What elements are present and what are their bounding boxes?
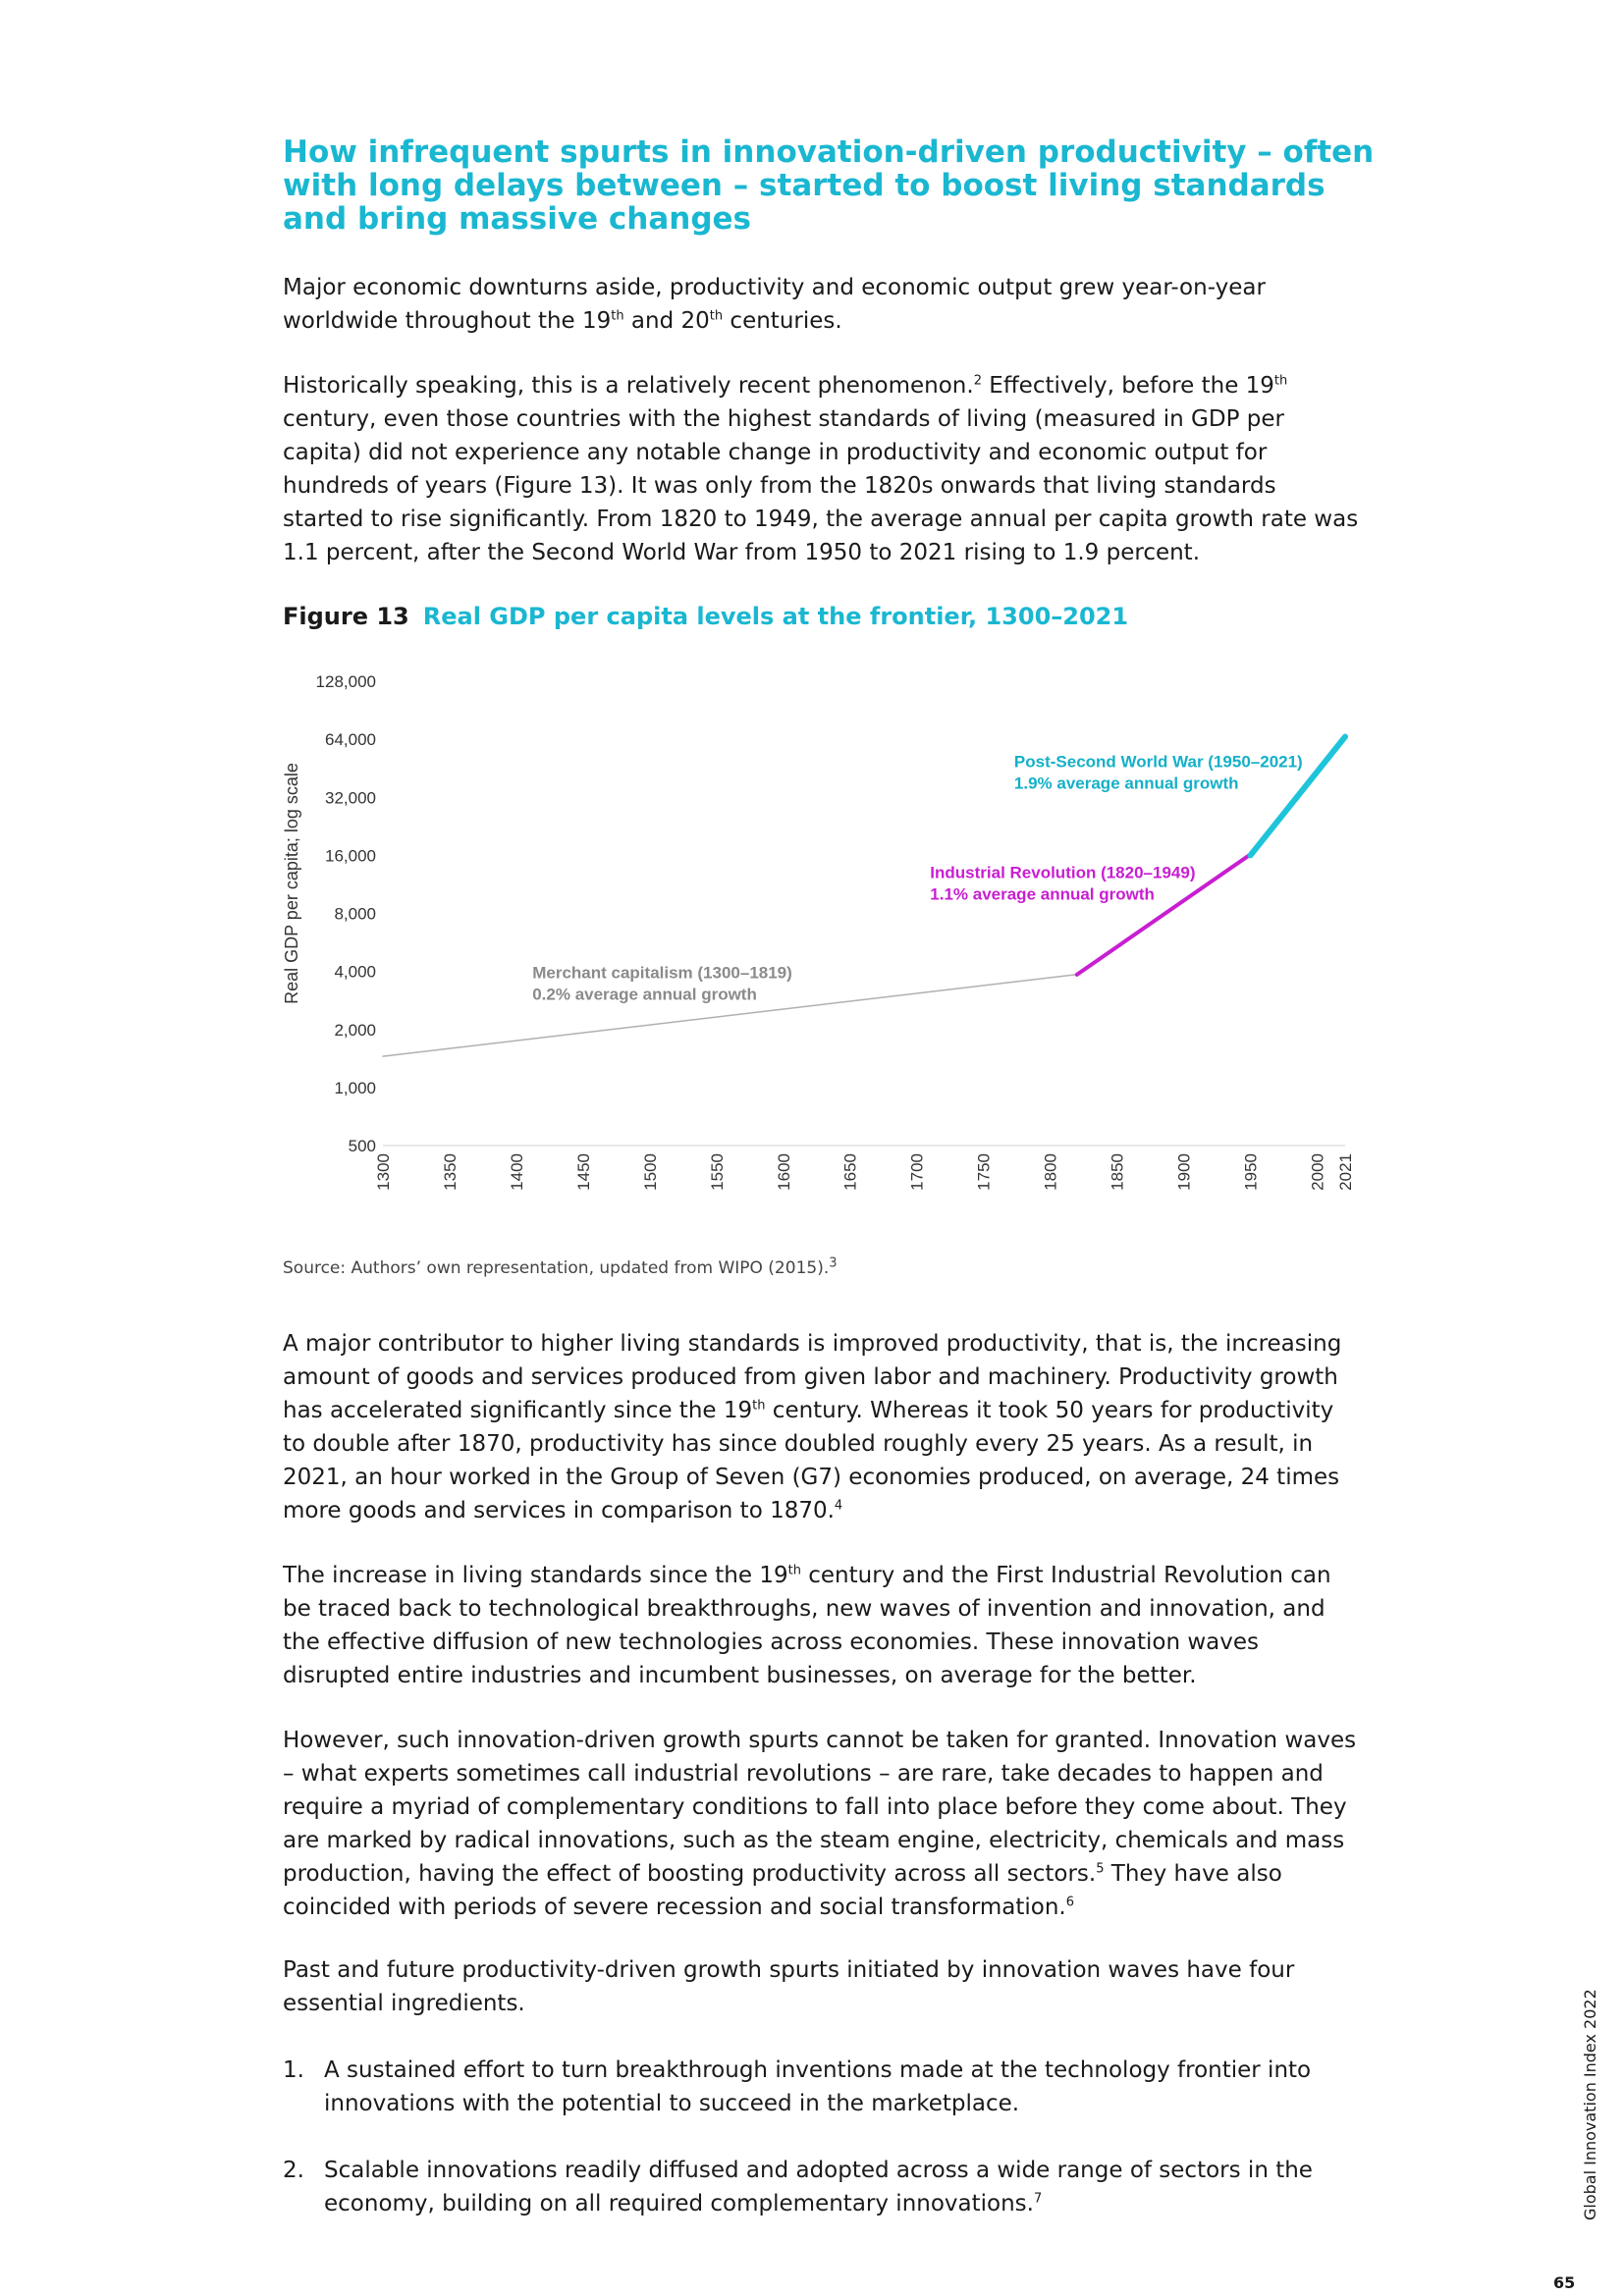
x-tick-label: 1300 xyxy=(374,1153,393,1191)
y-axis-ticks xyxy=(316,672,376,1155)
series-annotation-name: Post-Second World War (1950–2021) xyxy=(1013,752,1303,772)
series-annotation-growth: 0.2% average annual growth xyxy=(532,985,757,1004)
y-tick-label: 16,000 xyxy=(325,846,376,866)
x-tick-label: 1800 xyxy=(1041,1153,1060,1191)
x-tick-label: 1950 xyxy=(1241,1153,1261,1191)
figure-title: Real GDP per capita levels at the frontier, 1300–2021 xyxy=(422,603,1129,630)
footnote-ref: 2 xyxy=(973,373,982,389)
x-tick-label: 1700 xyxy=(907,1153,927,1191)
page-number: 65 xyxy=(1553,2273,1576,2292)
x-tick-label: 1450 xyxy=(573,1153,593,1191)
x-tick-label: 1750 xyxy=(974,1153,994,1191)
annotations xyxy=(532,752,1303,1003)
list-item: 2. Scalable innovations readily diffused and adopted across a wide range of sectors in the economy, building on all required complementary innovations.$^7$ xyxy=(283,2158,1313,2216)
list-item: 1. A sustained effort to turn breakthrough inventions made at the technology frontier into innovations with the potential to succeed in the marketplace. xyxy=(283,2057,1312,2116)
body-paragraph-4: Past and future productivity-driven growth spurts initiated by innovation waves have four essential ingredients. xyxy=(283,1957,1295,2016)
figure-caption xyxy=(283,603,1128,630)
report-name: Global Innovation Index 2022 xyxy=(1581,1989,1599,2220)
body-paragraph-3: However, such innovation-driven growth spurts cannot be taken for granted. Innovation waves – what experts sometimes call industrial revolutions – are rare, take decades to happen and require a myriad of complementary conditions to fall into place before they come about. They are marked by radical innovations, such as the steam engine, electricity, chemicals and mass production, having the effect of boosting productivity across all sectors.$^5$ They have also coincided with periods of severe recession and social transformation.$^6$ xyxy=(283,1728,1357,1920)
x-tick-label: 1350 xyxy=(440,1153,460,1191)
x-tick-label: 1500 xyxy=(640,1153,660,1191)
page-title: How infrequent spurts in innovation-driven productivity – often with long delays between – started to boost living standards and bring massive changes xyxy=(283,134,1375,237)
series-annotation-growth: 1.1% average annual growth xyxy=(930,884,1155,904)
y-tick-label: 64,000 xyxy=(325,730,376,750)
series-annotation-name: Merchant capitalism (1300–1819) xyxy=(532,963,792,983)
x-tick-label: 2021 xyxy=(1336,1153,1355,1191)
y-tick-label: 4,000 xyxy=(334,962,376,982)
x-tick-label: 1650 xyxy=(840,1153,860,1191)
y-tick-label: 500 xyxy=(348,1137,376,1155)
figure-source: Source: Authors’ own representation, updated from WIPO (2015).$^3$ xyxy=(283,1255,838,1278)
y-tick-label: 8,000 xyxy=(334,904,376,924)
series-annotation-name: Industrial Revolution (1820–1949) xyxy=(930,863,1196,882)
y-tick-label: 32,000 xyxy=(325,788,376,808)
x-tick-label: 2000 xyxy=(1308,1153,1327,1191)
x-tick-label: 1850 xyxy=(1108,1153,1127,1191)
y-tick-label: 2,000 xyxy=(334,1020,376,1040)
intro-paragraph-2: Historically speaking, this is a relatively recent phenomenon.$^2$ Effectively, before the 19th century, even those countries with the highest standards of living (measured in GDP per capita) did not experience any notable change in productivity and economic output for hundreds of years (Figure 13). It was only from the 1820s onwards that living standards started to rise significantly. From 1820 to 1949, the average annual per capita growth rate was 1.1 percent, after the Second World War from 1950 to 2021 rising to 1.9 percent. xyxy=(283,373,1359,565)
y-axis-label: Real GDP per capita; log scale xyxy=(282,763,301,1004)
figure-number: Figure 13 xyxy=(283,603,409,630)
x-tick-label: 1550 xyxy=(707,1153,727,1191)
intro-paragraph-1: Major economic downturns aside, productivity and economic output grew year-on-year worldwide throughout the 19th and 20th centuries. xyxy=(283,275,1266,334)
x-tick-label: 1400 xyxy=(507,1153,526,1191)
y-tick-label: 128,000 xyxy=(315,672,376,691)
body-paragraph-2: The increase in living standards since the 19th century and the First Industrial Revolution can be traced back to technological breakthroughs, new waves of invention and innovation, and the effective diffusion of new technologies across economies. These innovation waves disrupted entire industries and incumbent businesses, on average for the better. xyxy=(283,1563,1331,1688)
series-annotation-growth: 1.9% average annual growth xyxy=(1013,774,1239,793)
gdp-line-chart xyxy=(265,658,1365,1207)
x-tick-label: 1900 xyxy=(1174,1153,1194,1191)
y-tick-label: 1,000 xyxy=(334,1078,376,1097)
x-tick-label: 1600 xyxy=(774,1153,793,1191)
body-paragraph-1: A major contributor to higher living standards is improved productivity, that is, the increasing amount of goods and services produced from given labor and machinery. Productivity growth has accelerated significantly since the 19th century. Whereas it took 50 years for productivity to double after 1870, productivity has since doubled roughly every 25 years. As a result, in 2021, an hour worked in the Group of Seven (G7) economies produced, on average, 24 times more goods and services in comparison to 1870.$^4$ xyxy=(283,1331,1342,1523)
x-axis-ticks xyxy=(374,1153,1355,1191)
